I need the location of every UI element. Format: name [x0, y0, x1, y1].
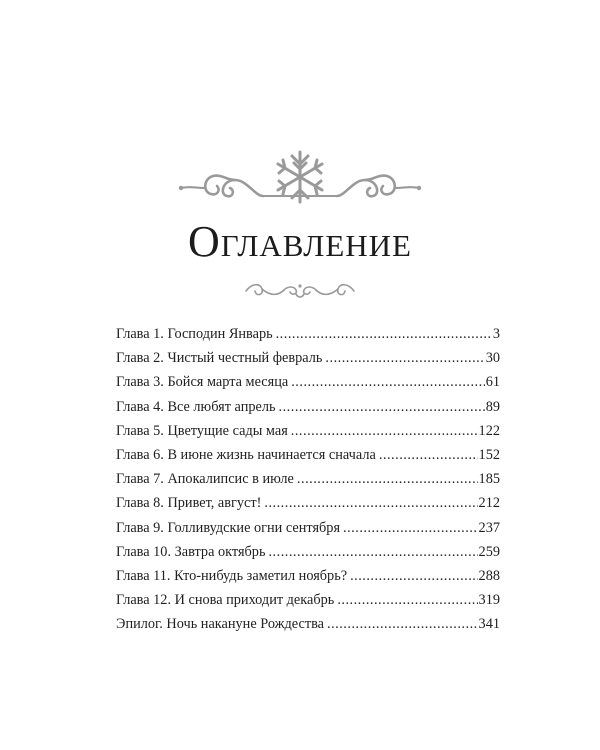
toc-leader-dots	[276, 322, 492, 346]
toc-entry[interactable]	[116, 612, 500, 636]
toc-entry-title: Эпилог. Ночь накануне Рождества	[116, 616, 324, 633]
toc-entry-title: Глава 9. Голливудские огни сентября	[116, 519, 341, 536]
toc-entry-page: 288	[478, 567, 500, 584]
toc-entry[interactable]	[116, 443, 500, 467]
toc-entry-title: Глава 8. Привет, август!	[116, 495, 262, 512]
toc-leader-dots	[291, 370, 484, 394]
toc-entry-page: 319	[478, 592, 500, 609]
toc-leader-dots	[343, 516, 478, 540]
toc-entry-page: 30	[485, 350, 500, 367]
toc-entry[interactable]	[116, 346, 500, 370]
toc-entry-title: Глава 5. Цветущие сады мая	[116, 422, 288, 439]
toc-entry-page: 237	[478, 519, 500, 536]
toc-entry[interactable]	[116, 395, 500, 419]
toc-entry-page: 185	[478, 471, 500, 488]
toc-entry-title: Глава 12. И снова приходит декабрь	[116, 592, 335, 609]
toc-entry-title: Глава 10. Завтра октябрь	[116, 543, 266, 560]
toc-entry-page: 341	[478, 616, 500, 633]
toc-leader-dots	[291, 419, 478, 443]
toc-entry-title: Глава 2. Чистый честный февраль	[116, 350, 323, 367]
toc-entry-title: Глава 11. Кто-нибудь заметил ноябрь?	[116, 567, 348, 584]
toc-leader-dots	[279, 395, 485, 419]
toc-entry-page: 61	[485, 374, 500, 391]
toc-entry[interactable]	[116, 564, 500, 588]
toc-entry-title: Глава 4. Все любят апрель	[116, 398, 276, 415]
toc-entry[interactable]	[116, 419, 500, 443]
toc-leader-dots	[379, 443, 478, 467]
toc-leader-dots	[327, 612, 478, 636]
toc-entry[interactable]	[116, 370, 500, 394]
toc-entry-page: 89	[485, 398, 500, 415]
toc-leader-dots	[264, 491, 477, 515]
toc-entry-page: 152	[478, 446, 500, 463]
toc-leader-dots	[297, 467, 478, 491]
toc-entry[interactable]	[116, 540, 500, 564]
toc-entry-page: 212	[478, 495, 500, 512]
scroll-flourish-ornament	[242, 278, 358, 302]
snowflake-scroll-ornament	[175, 146, 425, 214]
toc-entry-page: 3	[492, 326, 500, 342]
toc-entry-title: Глава 7. Апокалипсис в июле	[116, 471, 294, 488]
toc-entry[interactable]	[116, 322, 500, 346]
page-title: Оглавление	[188, 217, 412, 266]
toc-entry-page: 259	[478, 543, 500, 560]
toc-entry[interactable]	[116, 588, 500, 612]
table-of-contents	[116, 322, 500, 636]
toc-leader-dots	[350, 564, 477, 588]
toc-entry-page: 122	[478, 422, 500, 439]
toc-entry-title: Глава 6. В июне жизнь начинается сначала	[116, 446, 376, 463]
toc-leader-dots	[268, 540, 477, 564]
toc-entry[interactable]	[116, 516, 500, 540]
toc-entry[interactable]	[116, 467, 500, 491]
toc-leader-dots	[325, 346, 484, 370]
toc-entry-title: Глава 1. Господин Январь	[116, 326, 273, 342]
toc-entry-title: Глава 3. Бойся марта месяца	[116, 374, 289, 391]
toc-leader-dots	[337, 588, 477, 612]
toc-entry[interactable]	[116, 491, 500, 515]
